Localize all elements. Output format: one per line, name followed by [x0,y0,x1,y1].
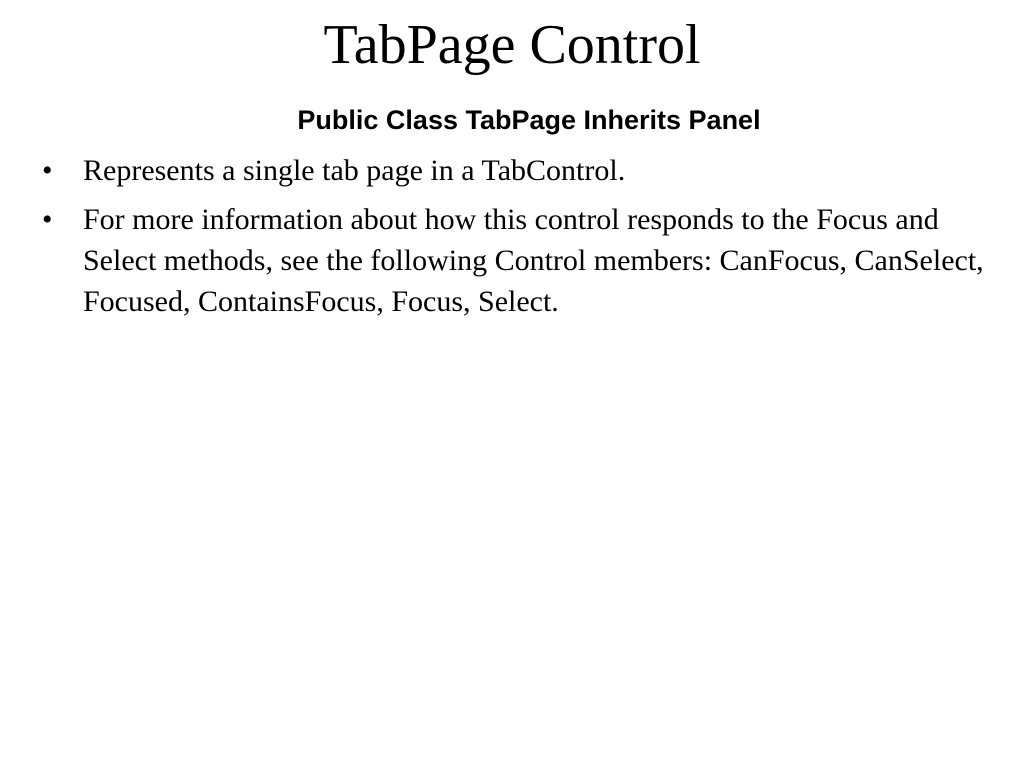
bullet-item [42,199,1012,322]
bullet-icon: • [42,154,53,187]
bullet-text: Represents a single tab page in a TabControl. [83,154,626,187]
slide-subtitle: Public Class TabPage Inherits Panel [297,105,761,135]
bullet-item [42,150,1012,191]
slide-title: TabPage Control [323,14,701,76]
bullet-icon: • [42,203,53,236]
bullet-list [42,150,1012,330]
bullet-text: For more information about how this control responds to the Focus and Select methods, see the following Control members: CanFocus, CanSelect, Focused, ContainsFocus, Focus, Select. [83,203,984,318]
